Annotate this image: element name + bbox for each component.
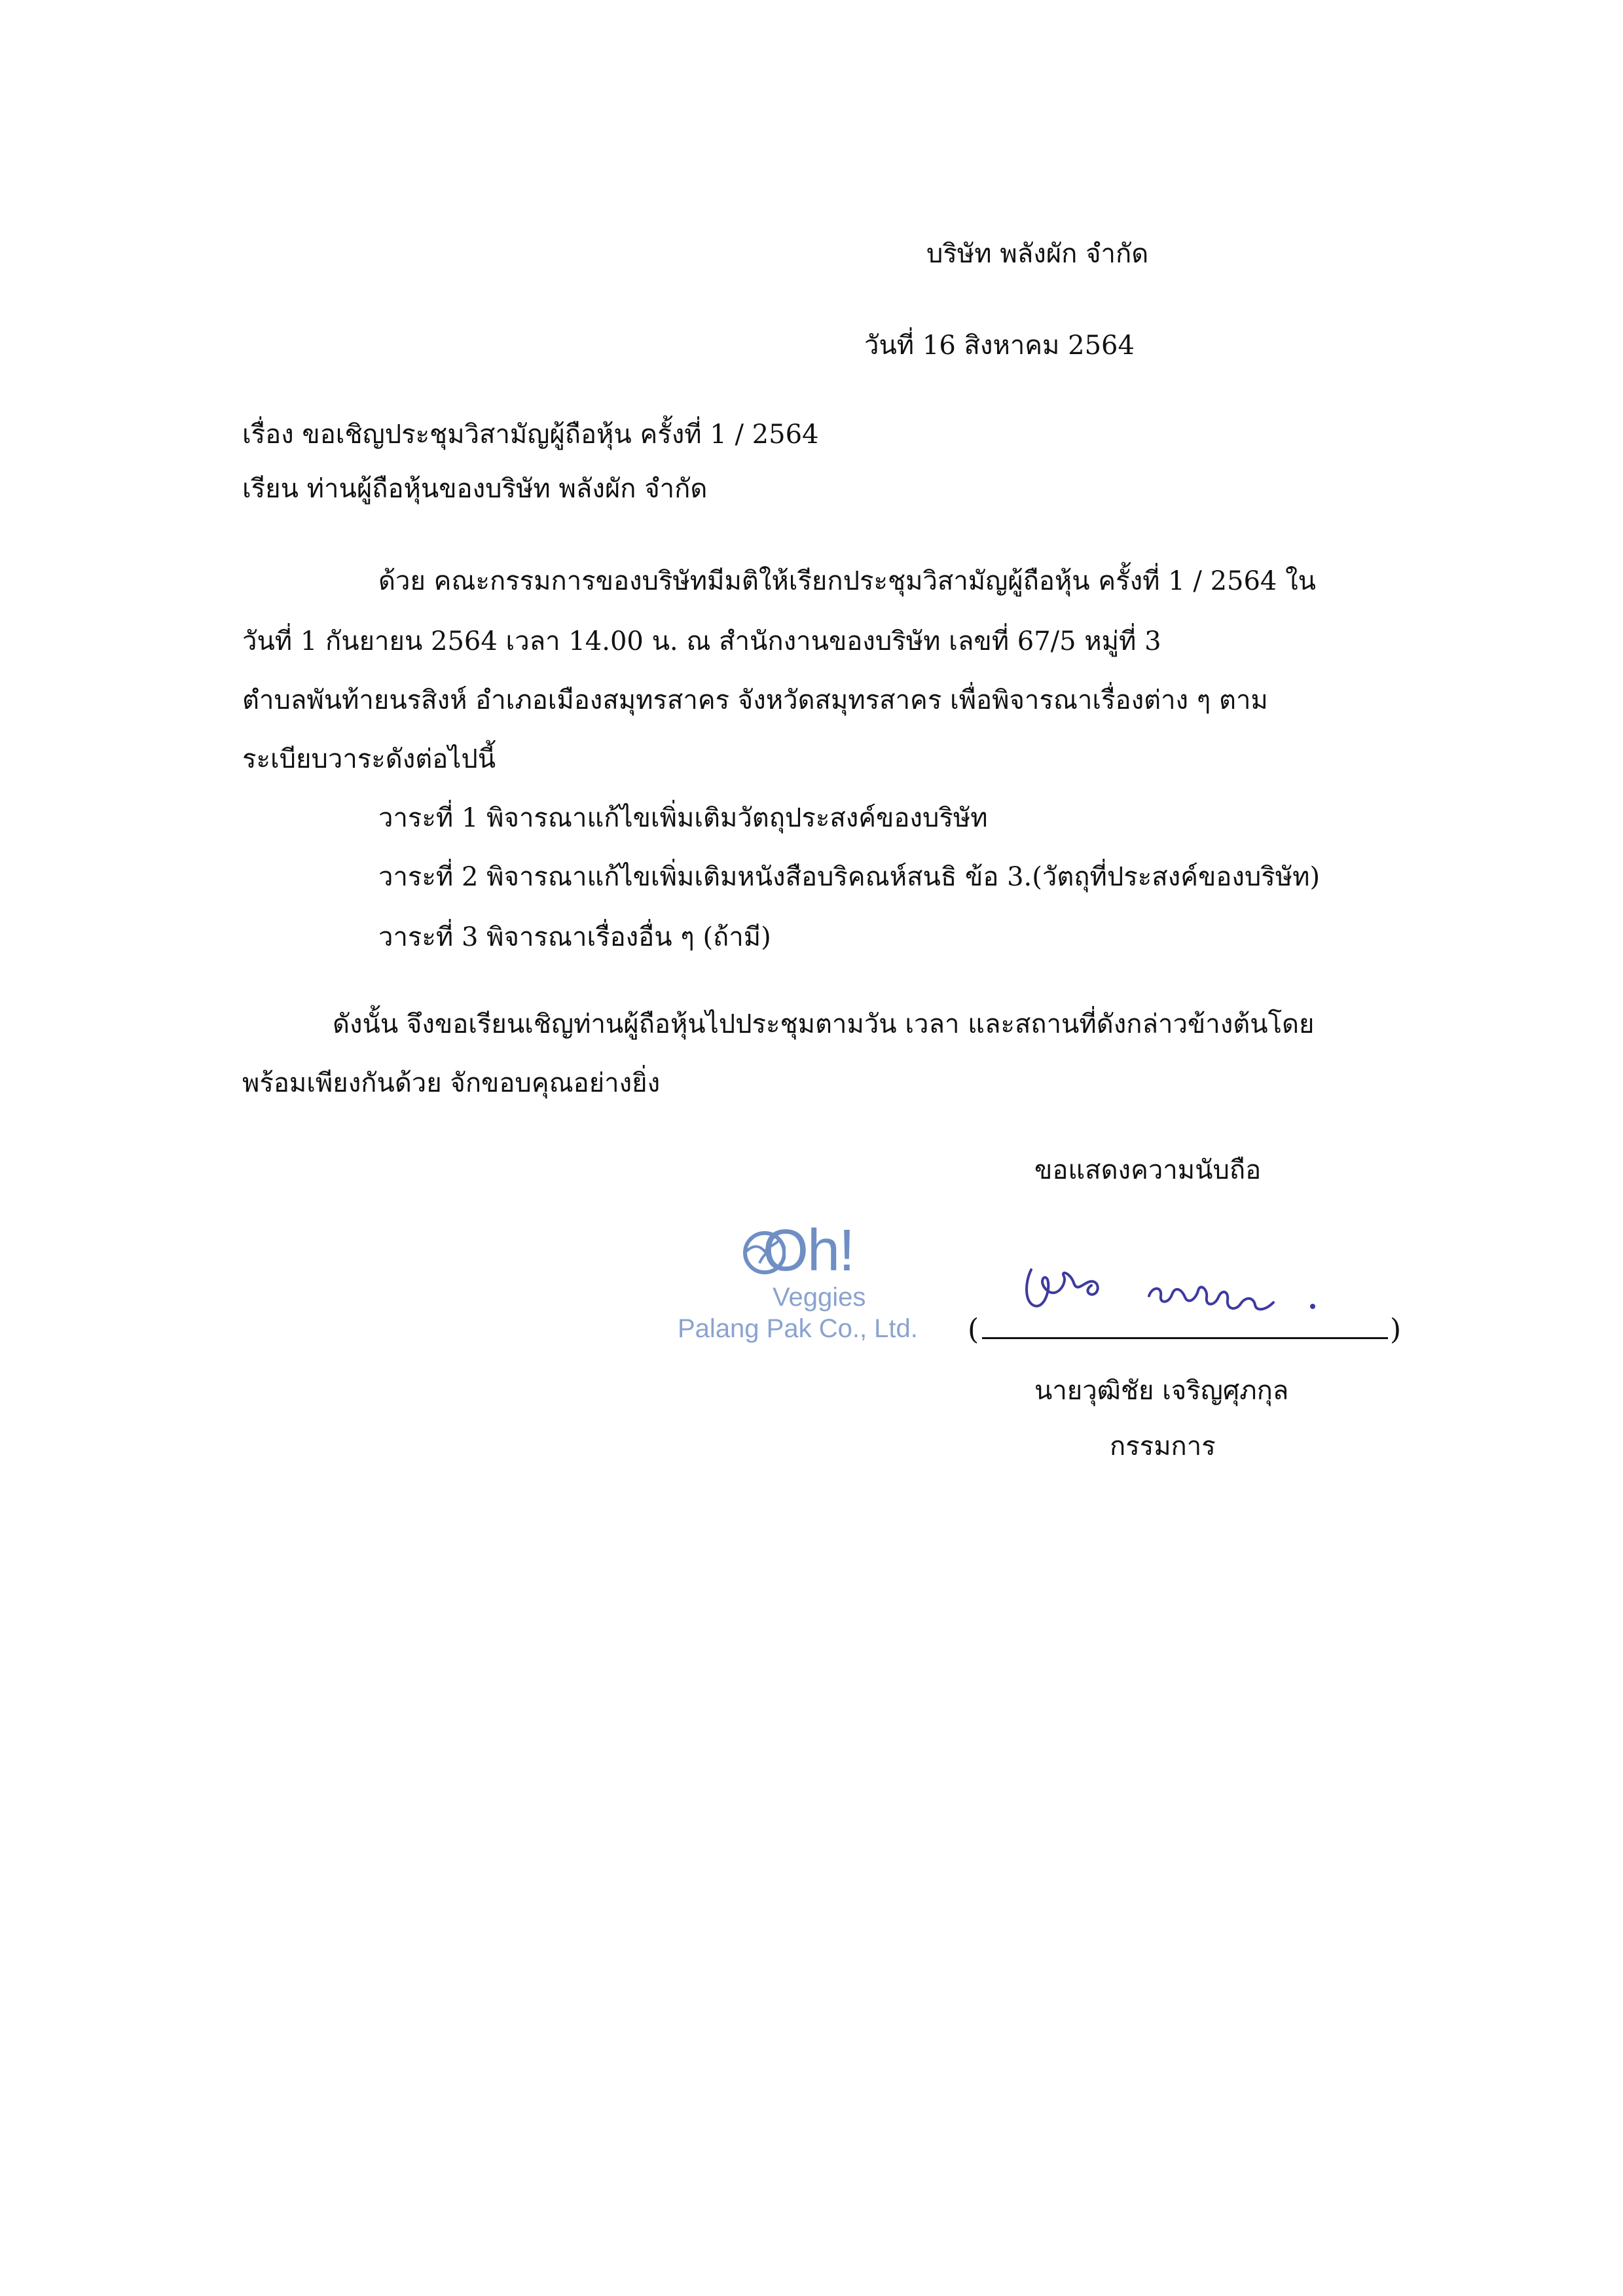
body-line-4: ระเบียบวาระดังต่อไปนี้ bbox=[242, 744, 496, 774]
body-line-2: วันที่ 1 กันยายน 2564 เวลา 14.00 น. ณ สำนักงานของบริษัท เลขที่ 67/5 หมู่ที่ 3 bbox=[242, 626, 1161, 656]
company-stamp bbox=[665, 1217, 959, 1361]
signature-line bbox=[982, 1337, 1388, 1339]
agenda-item-1: วาระที่ 1 พิจารณาแก้ไขเพิ่มเติมวัตถุประสงค์ของบริษัท bbox=[378, 803, 988, 833]
signatory-title: กรรมการ bbox=[1110, 1431, 1216, 1462]
handwritten-signature bbox=[985, 1244, 1352, 1342]
closing-line-1: ดังนั้น จึงขอเรียนเชิญท่านผู้ถือหุ้นไปประชุมตามวัน เวลา และสถานที่ดังกล่าวข้างต้นโดย bbox=[333, 1009, 1315, 1039]
regards-text: ขอแสดงความนับถือ bbox=[1034, 1155, 1262, 1185]
agenda-item-3: วาระที่ 3 พิจารณาเรื่องอื่น ๆ (ถ้ามี) bbox=[378, 922, 771, 952]
agenda-item-2: วาระที่ 2 พิจารณาแก้ไขเพิ่มเติมหนังสือบริคณห์สนธิ ข้อ 3.(วัตถุที่ประสงค์ของบริษัท) bbox=[378, 862, 1321, 892]
closing-line-2: พร้อมเพียงกันด้วย จักขอบคุณอย่างยิ่ง bbox=[242, 1068, 661, 1098]
signatory-name: นายวุฒิชัย เจริญศุภกุล bbox=[1034, 1376, 1289, 1406]
stamp-company: Palang Pak Co., Ltd. bbox=[678, 1314, 918, 1343]
signature-paren-close: ) bbox=[1390, 1313, 1402, 1346]
signature-paren-open: ( bbox=[968, 1313, 979, 1346]
letter-date: วันที่ 16 สิงหาคม 2564 bbox=[864, 331, 1135, 361]
body-line-1: ด้วย คณะกรรมการของบริษัทมีมติให้เรียกประชุมวิสามัญผู้ถือหุ้น ครั้งที่ 1 / 2564 ใน bbox=[378, 566, 1316, 596]
company-header: บริษัท พลังผัก จำกัด bbox=[926, 239, 1149, 269]
body-line-3: ตำบลพันท้ายนรสิงห์ อำเภอเมืองสมุทรสาคร จังหวัดสมุทรสาคร เพื่อพิจารณาเรื่องต่าง ๆ ตาม bbox=[242, 685, 1268, 715]
letter-recipient: เรียน ท่านผู้ถือหุ้นของบริษัท พลังผัก จำกัด bbox=[242, 474, 708, 504]
stamp-brand: Veggies bbox=[773, 1283, 866, 1312]
letter-subject: เรื่อง ขอเชิญประชุมวิสามัญผู้ถือหุ้น ครั้งที่ 1 / 2564 bbox=[242, 420, 819, 450]
stamp-mark: Oh! bbox=[763, 1218, 854, 1283]
